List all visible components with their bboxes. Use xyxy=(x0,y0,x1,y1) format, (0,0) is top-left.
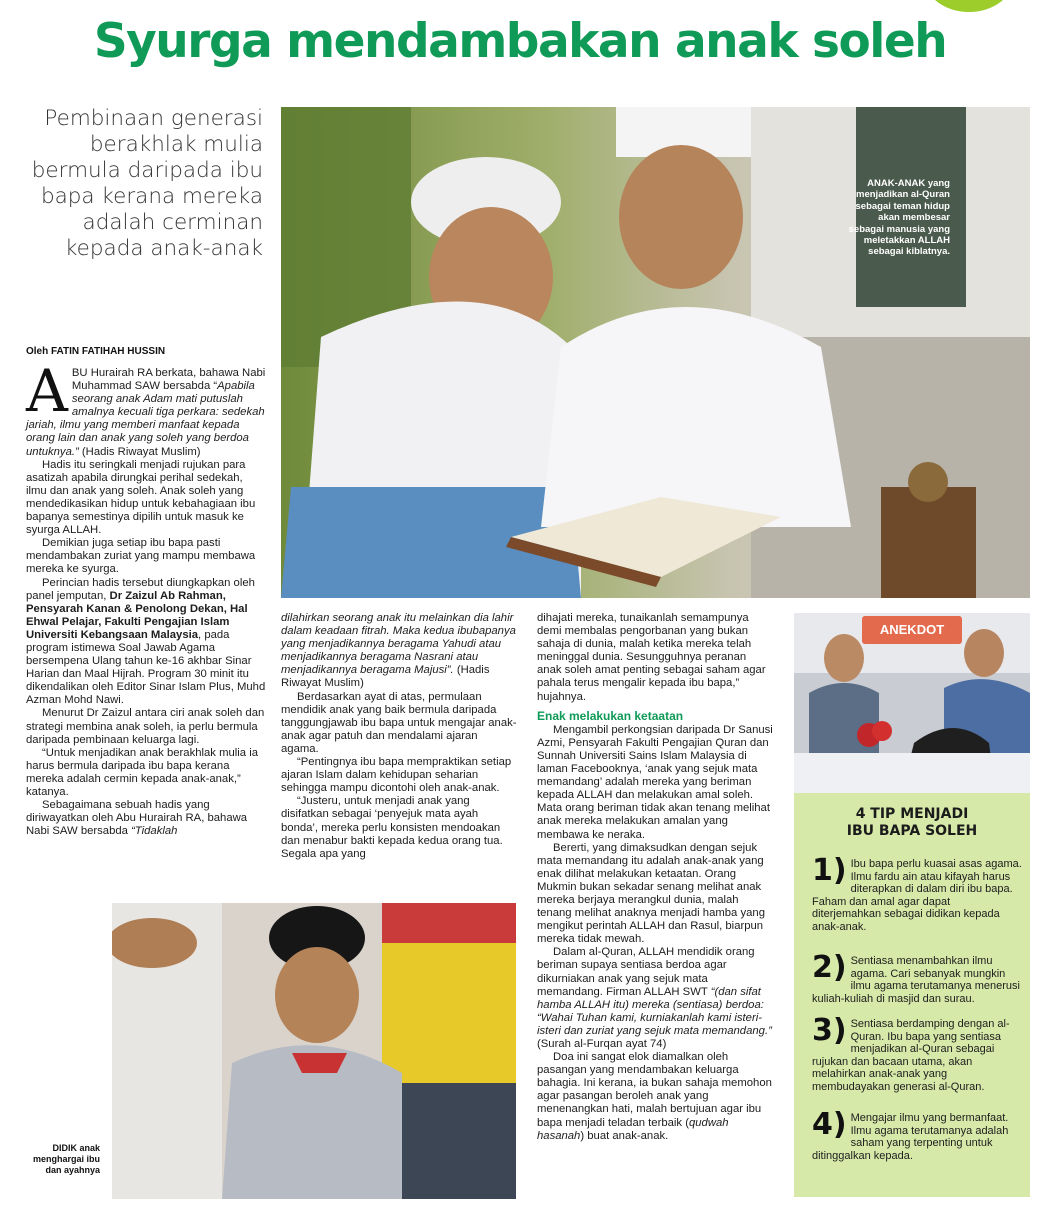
tip-text: Ibu bapa perlu kuasai asas agama. Ilmu fardu ain atau kifayah harus diterapkan di dalam diri ibu bapa. Faham dan amal agar dapat diterjemahkan sebagai didikan kepada anak-anak. xyxy=(812,858,1022,933)
quran-verse: “(dan sifat hamba ALLAH itu) mereka (sentiasa) berdoa: “Wahai Tuhan kami, kurniakanlah kami isteri-isteri dan zuriat yang sejuk mata memandang.” xyxy=(537,985,772,1037)
tip-number: 1) xyxy=(812,853,847,888)
col2-p1: dilahirkan seorang anak itu melainkan dia lahir dalam keadaan fitrah. Maka kedua ibubapanya yang menjadikannya beragama Yahudi atau menjadikannya beragama Nasrani atau menjadikannya beragama Majusi”. (Hadis Riwayat Muslim) xyxy=(281,612,516,690)
photo-boy-with-parents xyxy=(112,903,516,1199)
tip-number: 4) xyxy=(812,1107,847,1142)
tip-text: Sentiasa berdamping dengan al-Quran. Ibu bapa yang sentiasa menjadikan al-Quran sebagai rujukan dan bacaan utama, akan melahirkan anak-anak yang membudayakan generasi al-Quran. xyxy=(812,1018,1010,1093)
col1-p4: Perincian hadis tersebut diungkapkan oleh panel jemputan, Dr Zaizul Ab Rahman, Pensyarah Kanan & Penolong Dekan, Hal Ehwal Pelajar, Fakulti Pengajian Islam Universiti Kebangsaan Malaysia, pada program istimewa Soal Jawab Agama bersempena Ulang tahun ke-16 akhbar Sinar Harian dan Maal Hijrah. Program 30 minit itu dikendalikan oleh Editor Sinar Islam Plus, Muhd Azman Mohd Nawi. xyxy=(26,576,266,707)
col3-p1: dihajati mereka, tunaikanlah semampunya demi membalas pengorbanan yang bukan sahaja di dunia, malah ketika mereka telah meninggal dunia. Sesungguhnya peranan anak soleh amat penting sebagai saham agar pahala terus mengalir kepada ibu bapa,” hujahnya. xyxy=(537,612,766,703)
tip-text: Mengajar ilmu yang bermanfaat. Ilmu agama terutamanya adalah saham yang terpenting untuk ditinggalkan kepada. xyxy=(812,1112,1009,1162)
tip-item xyxy=(812,950,1022,1005)
col3-p4: Dalam al-Quran, ALLAH mendidik orang beriman supaya sentiasa berdoa agar dikurniakan anak yang sejuk mata memandang. Firman ALLAH SWT “(dan sifat hamba ALLAH itu) mereka (sentiasa) berdoa: “Wahai Tuhan kami, kurniakanlah kami isteri-isteri dan zuriat yang sejuk mata memandang.” (Surah al-Furqan ayat 74) xyxy=(537,946,772,1050)
article-column-3 xyxy=(537,612,773,1143)
hadith-source-1: (Hadis Riwayat Muslim) xyxy=(78,445,201,458)
col1-p7: Sebagaimana sebuah hadis yang diriwayatkan oleh Abu Hurairah RA, bahawa Nabi SAW bersabda “Tidaklah xyxy=(26,799,248,838)
col3-p5: Doa ini sangat elok diamalkan oleh pasangan yang mendambakan keluarga bahagia. Ini kerana, ia bukan sahaja memohon agar pasangan beroleh anak yang menenangkan hati, malah bertujuan agar ibu bapa menjadi teladan terbaik (qudwah hasanah) buat anak-anak. xyxy=(537,1051,772,1142)
col3-p3: Bererti, yang dimaksudkan dengan sejuk mata memandang itu adalah anak-anak yang enak dilihat melakukan ketaatan. Orang Mukmin bukan sekadar senang melihat anak mereka berjaya merangkul dunia, malah tenang melihat anaknya menjadi hamba yang mengikut perintah ALLAH dan Rasul, biarpun mereka tidak mewah. xyxy=(537,841,765,946)
tip-item xyxy=(812,1013,1022,1094)
tip-number: 3) xyxy=(812,1013,847,1048)
hadith-quote-1: Apabila seorang anak Adam mati putuslah amalnya kecuali tiga perkara: sedekah jariah, ilmu yang memberi manfaat kepada orang lain dan anak yang soleh yang berdoa untuknya.” xyxy=(26,380,265,458)
tip-item xyxy=(812,853,1022,934)
col2-p4: “Justeru, untuk menjadi anak yang disifatkan sebagai ‘penyejuk mata ayah bonda’, mereka perlu konsisten mendoakan dan menabur bakti kepada kedua orang tua. Segala apa yang xyxy=(281,795,503,860)
col3-p2: Mengambil perkongsian daripada Dr Sanusi Azmi, Pensyarah Fakulti Pengajian Quran dan Sunnah Universiti Sains Islam Malaysia di laman Facebooknya, ‘anak yang sejuk mata memandang’ adalah mereka yang beriman kepada ALLAH dan melakukan amal soleh. Mata orang beriman tidak akan tenang melihat anak mereka melakukan amalan yang membawa ke neraka. xyxy=(537,723,773,841)
panel-name: Dr Zaizul Ab Rahman, Pensyarah Kanan & Penolong Dekan, Hal Ehwal Pelajar, Fakulti Pengajian Islam Universiti Kebangsaan Malaysia xyxy=(26,589,248,641)
col1-p5: Menurut Dr Zaizul antara ciri anak soleh dan strategi membina anak soleh, ia perlu bermula daripada pembinaan keluarga lagi. xyxy=(26,707,265,746)
tips-heading-line-2: IBU BAPA SOLEH xyxy=(846,823,978,839)
article-column-2 xyxy=(281,612,517,861)
corner-decoration xyxy=(924,0,1014,12)
tips-heading xyxy=(794,806,1030,840)
section-subhead: Enak melakukan ketaatan xyxy=(537,708,684,723)
tip-text: Sentiasa menambahkan ilmu agama. Cari sebanyak mungkin ilmu agama terutamanya menerusi kuliah-kuliah di masjid dan surau. xyxy=(812,955,1020,1005)
col2-p2: Berdasarkan ayat di atas, permulaan mendidik anak yang baik bermula daripada tanggungjawab ibu bapa untuk mengajar anak-anak agar patuh dan mendalami ajaran agama. xyxy=(281,690,517,755)
headline: Syurga mendambakan anak soleh xyxy=(93,14,947,69)
col2-p3: “Pentingnya ibu bapa mempraktikan setiap ajaran Islam dalam kehidupan seharian sehingga mampu dicontohi oleh anak-anak. xyxy=(281,756,512,795)
tip-item xyxy=(812,1107,1022,1162)
lead-paragraph: Pembinaan generasi berakhlak mulia bermula daripada ibu bapa kerana mereka adalah cerminan kepada anak-anak xyxy=(31,106,263,261)
col1-p3: Demikian juga setiap ibu bapa pasti mendambakan zuriat yang mampu membawa mereka ke syurga. xyxy=(26,537,256,576)
main-photo-caption: ANAK-ANAK yang menjadikan al-Quran sebagai teman hidup akan membesar sebagai manusia yang meletakkan ALLAH sebagai kiblatnya. xyxy=(848,178,950,258)
boy-photo-caption: DIDIK anak menghargai ibu dan ayahnya xyxy=(32,1143,100,1176)
col1-p2: Hadis itu seringkali menjadi rujukan para asatizah apabila dirungkai perihal sedekah, ilmu dan anak yang soleh. Anak soleh yang mendedikasikan hidup untuk kebahagiaan ibu bapanya semestinya dipilih untuk masuk ke syurga ALLAH. xyxy=(26,458,256,537)
byline: Oleh FATIN FATIHAH HUSSIN xyxy=(26,346,166,357)
tips-heading-line-1: 4 TIP MENJADI xyxy=(855,806,969,822)
article-column-1 xyxy=(26,357,266,838)
anekdot-badge: ANEKDOT xyxy=(862,616,962,644)
col1-p6: “Untuk menjadikan anak berakhlak mulia ia harus bermula daripada ibu bapa kerana mereka adalah cermin kepada anak-anak,” katanya. xyxy=(26,746,259,798)
col1-p1: BU Hurairah RA berkata, bahawa Nabi Muhammad SAW bersabda “ xyxy=(71,367,266,393)
hadith-quote-2: dilahirkan seorang anak itu melainkan dia lahir dalam keadaan fitrah. Maka kedua ibubapanya yang menjadikannya beragama Yahudi atau menjadikannya beragama Nasrani atau menjadikannya beragama Majusi”. xyxy=(281,612,516,677)
tip-number: 2) xyxy=(812,950,847,985)
drop-cap: A xyxy=(26,357,68,425)
